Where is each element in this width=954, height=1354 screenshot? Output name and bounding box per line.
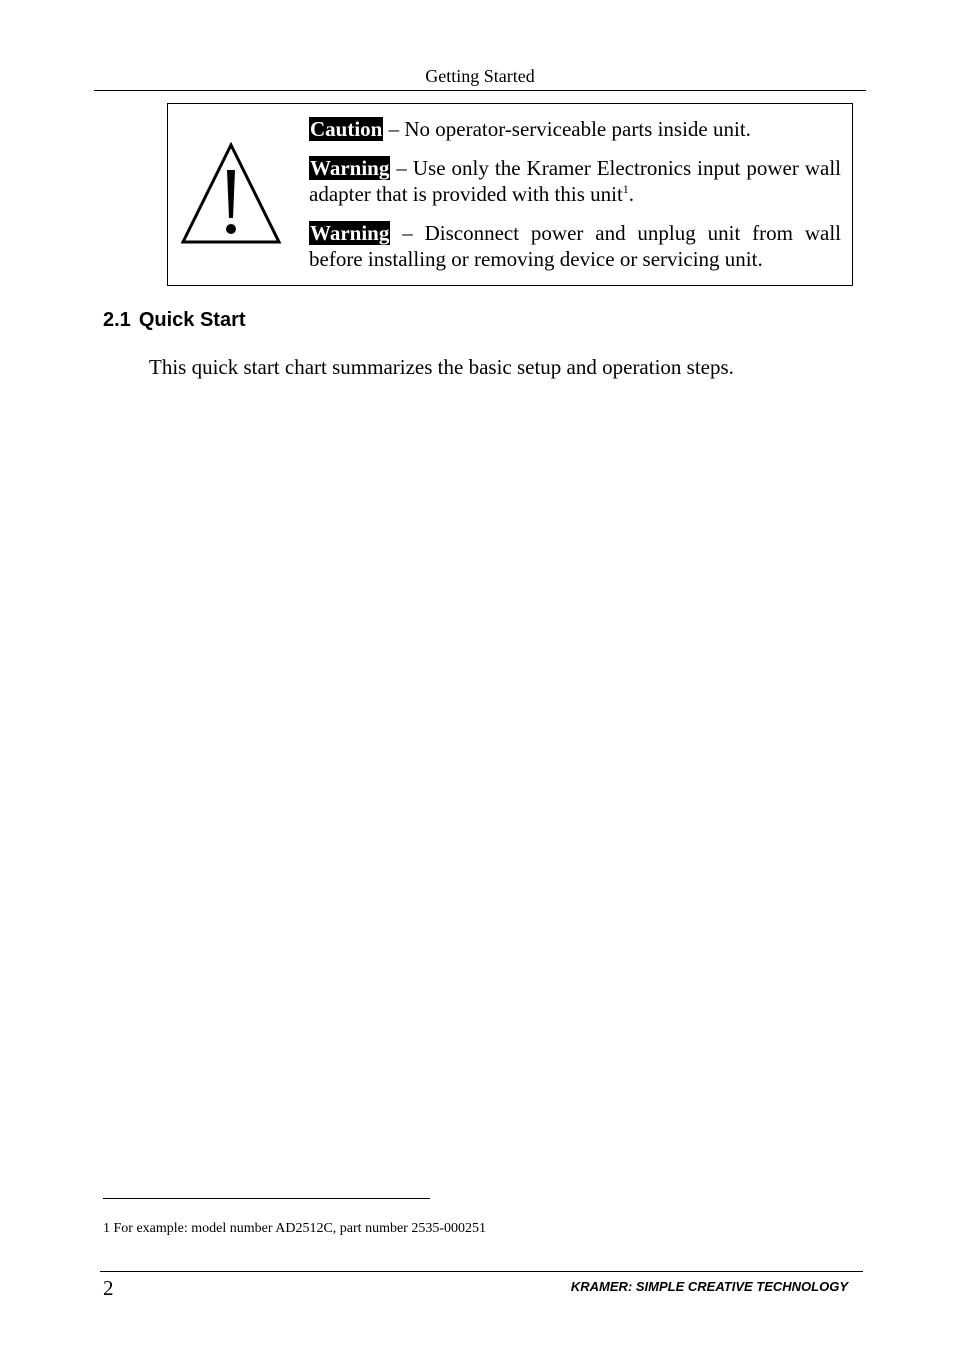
footer-brand: KRAMER: SIMPLE CREATIVE TECHNOLOGY	[570, 1279, 848, 1294]
caution-text: – No operator-serviceable parts inside unit.	[383, 117, 751, 141]
caution-notice	[309, 116, 841, 142]
section-heading	[103, 307, 246, 333]
warning-label: Warning	[310, 221, 390, 245]
running-header: Getting Started	[425, 66, 535, 86]
caution-label: Caution	[310, 117, 383, 141]
warning-text-end: .	[628, 182, 635, 206]
warning-text: – Use only the Kramer Electronics input power wall adapter that is provided with this unit	[309, 156, 841, 206]
warning-triangle-icon	[180, 142, 282, 246]
section-title: Quick Start	[138, 309, 246, 331]
section-number: 2.1	[103, 309, 131, 331]
header-rule	[94, 90, 866, 91]
warning-notice-power-adapter	[309, 155, 841, 207]
footnote-reference: 1	[622, 182, 629, 196]
footnote-rule	[103, 1198, 430, 1199]
warning-text: – Disconnect power and unplug unit from wall before installing or removing device or servicing unit.	[309, 221, 841, 271]
footnote: 1 For example: model number AD2512C, part number 2535-000251	[103, 1221, 486, 1236]
footer-rule	[100, 1271, 863, 1272]
page-number: 2	[103, 1276, 114, 1300]
warning-label: Warning	[310, 156, 390, 180]
safety-notice-box	[167, 103, 853, 286]
warning-notice-disconnect	[309, 220, 841, 272]
section-body-text: This quick start chart summarizes the basic setup and operation steps.	[149, 355, 734, 379]
safety-notices	[309, 116, 841, 285]
